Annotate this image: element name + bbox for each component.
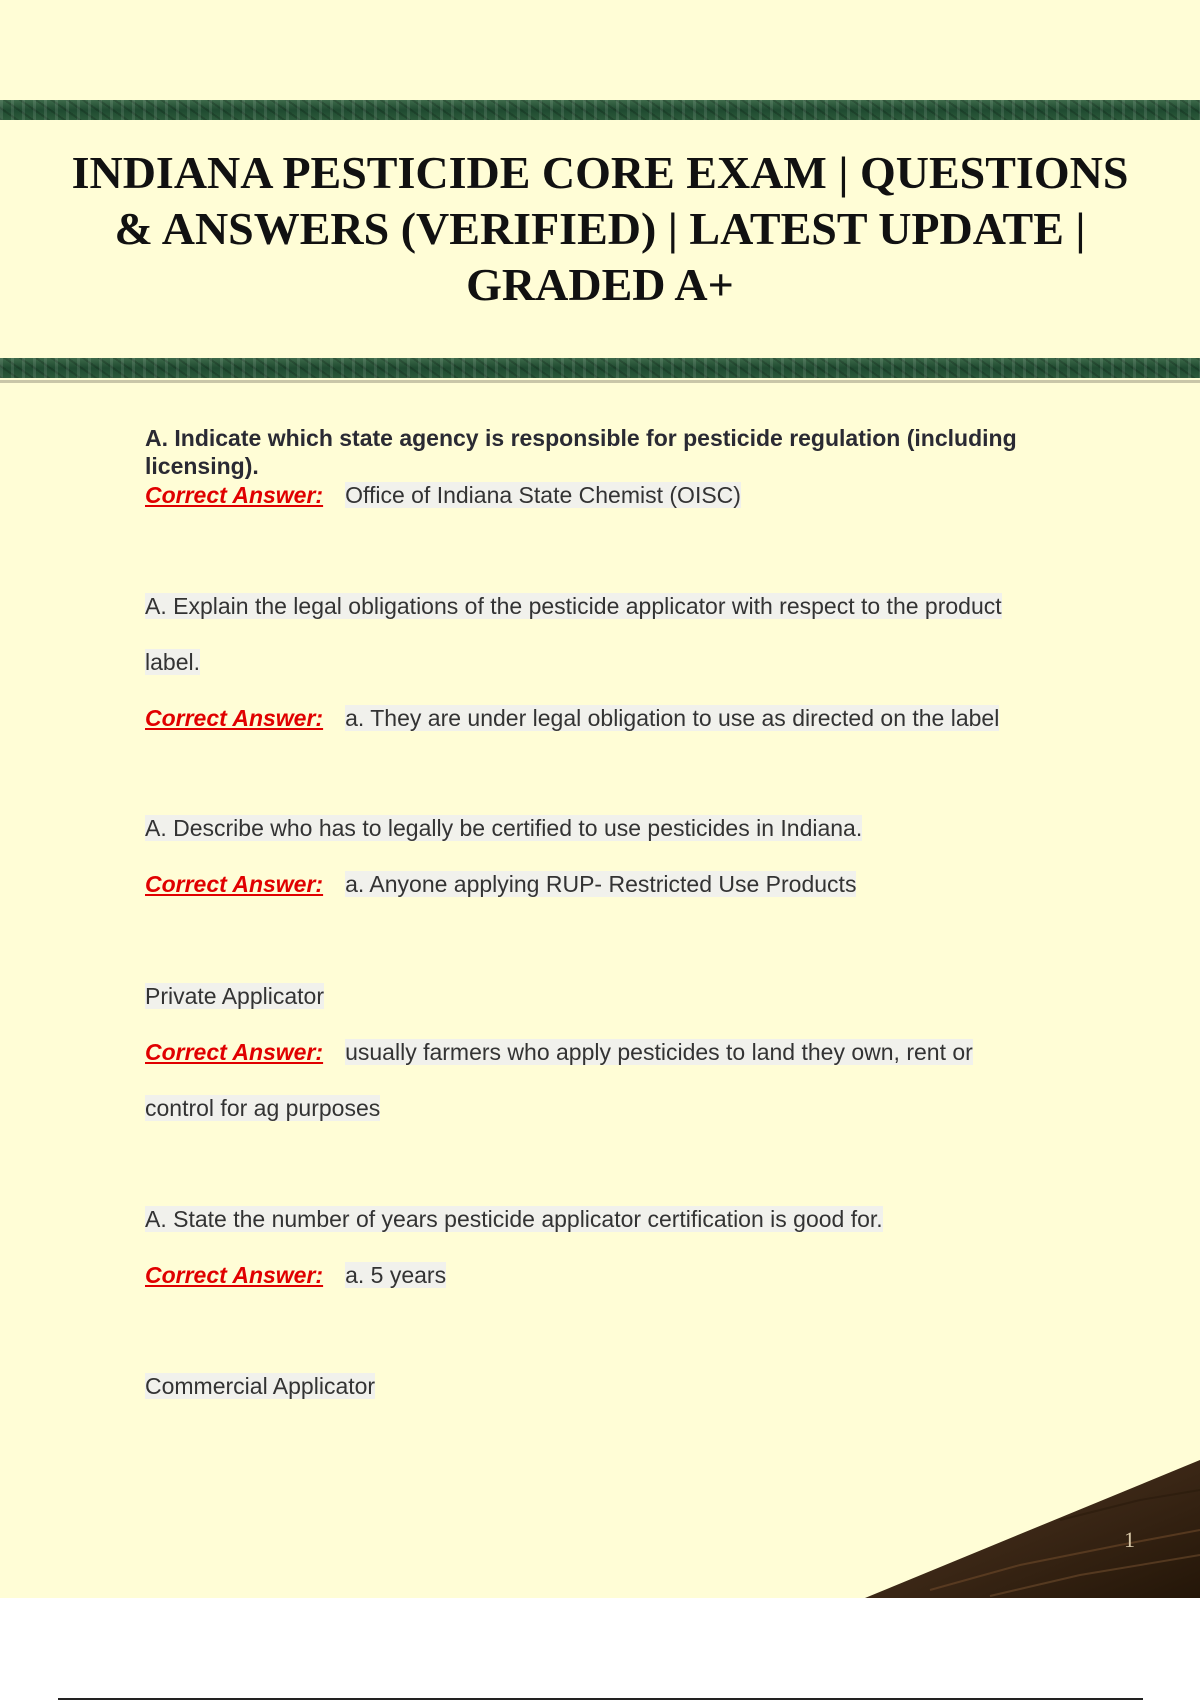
question-text: Private Applicator	[145, 983, 324, 1009]
question-text: Commercial Applicator	[145, 1373, 376, 1399]
answer-text: Office of Indiana State Chemist (OISC)	[345, 482, 741, 508]
correct-answer-label: Correct Answer:	[145, 1262, 324, 1288]
correct-answer-label: Correct Answer:	[145, 482, 324, 508]
correct-answer-label: Correct Answer:	[145, 705, 324, 731]
answer-text: a. 5 years	[345, 1262, 447, 1288]
question-text: A. Describe who has to legally be certified to use pesticides in Indiana.	[145, 815, 863, 841]
question-text: A. State the number of years pesticide applicator certification is good for.	[145, 1206, 883, 1232]
document-title: INDIANA PESTICIDE CORE EXAM | QUESTIONS & ANSWERS (VERIFIED) | LATEST UPDATE | GRADED A+	[71, 147, 1129, 310]
question-text: A. Explain the legal obligations of the pesticide applicator with respect to the product	[145, 593, 1002, 619]
correct-answer-label: Correct Answer:	[145, 871, 324, 897]
answer-text: a. Anyone applying RUP- Restricted Use Products	[345, 871, 857, 897]
question-text: A. Indicate which state agency is responsible for pesticide regulation (including licensing).	[145, 425, 1017, 479]
question-text-continued: label.	[145, 649, 200, 675]
page-number: 1	[1124, 1527, 1135, 1552]
answer-text: a. They are under legal obligation to use as directed on the label	[345, 705, 1000, 731]
answer-text-continued: control for ag purposes	[145, 1095, 381, 1121]
correct-answer-label: Correct Answer:	[145, 1039, 324, 1065]
answer-text: usually farmers who apply pesticides to land they own, rent or	[345, 1039, 973, 1065]
